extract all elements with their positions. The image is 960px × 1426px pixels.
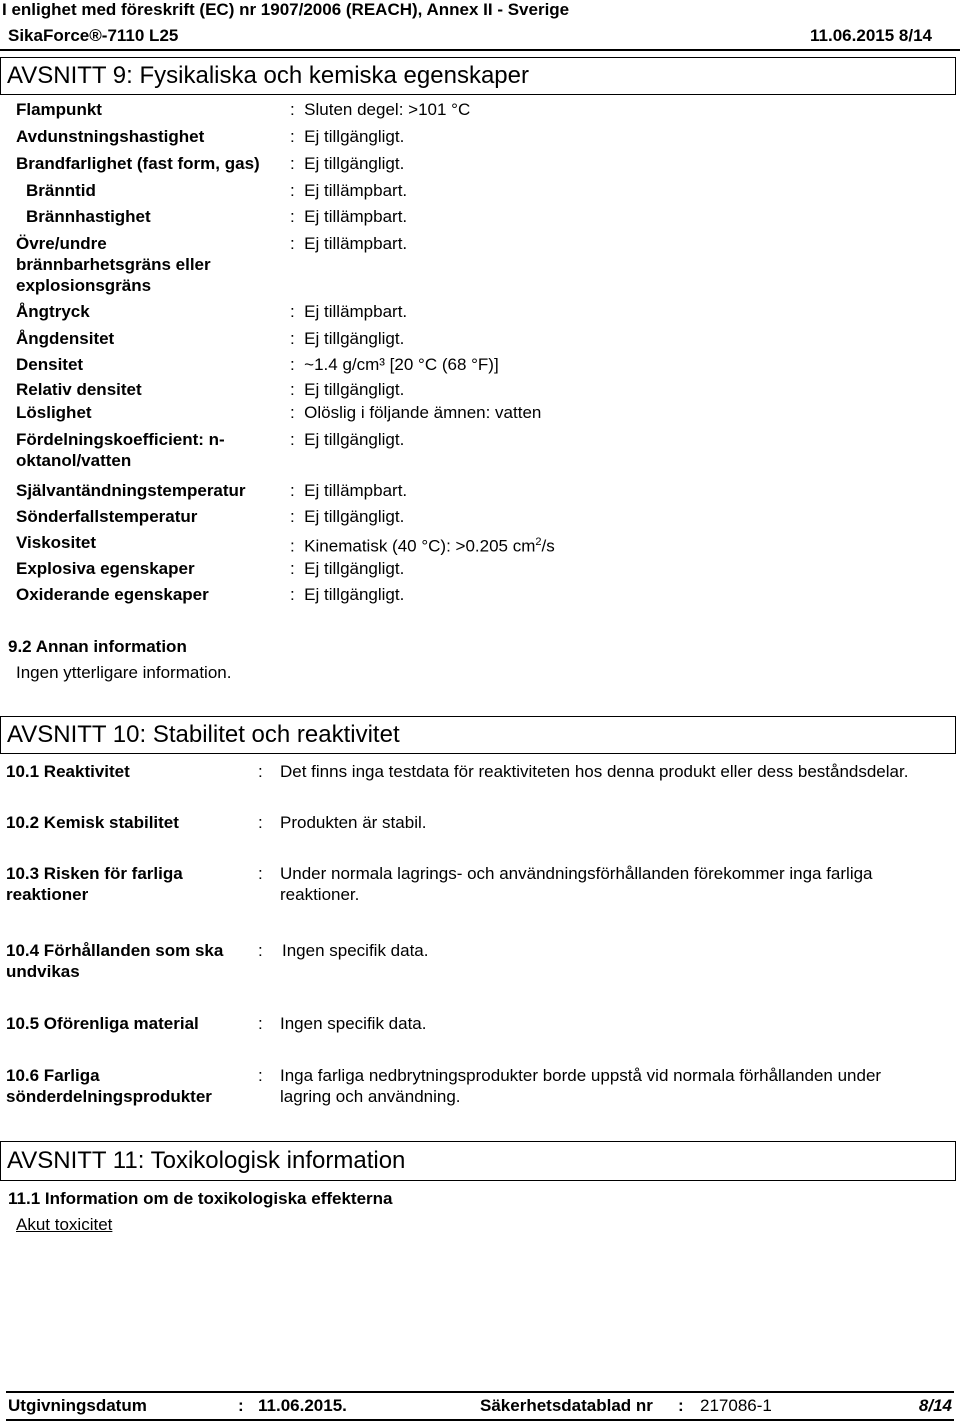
prop-colon: : [258,941,263,960]
prop-value: : Sluten degel: >101 °C [290,100,471,119]
prop-value: : Ej tillgängligt. [290,585,405,604]
prop-label: Ångtryck [16,302,90,321]
prop-label: 10.2 Kemisk stabilitet [6,813,179,832]
prop-label: Flampunkt [16,100,102,119]
prop-value: Ingen specifik data. [280,1014,427,1033]
prop-value: : Ej tillämpbart. [290,302,408,321]
sds-number-colon: : [678,1396,684,1415]
section-9-title: AVSNITT 9: Fysikaliska och kemiska egenskaper [0,57,956,95]
prop-value: : Ej tillämpbart. [290,181,408,200]
product-name: SikaForce®-7110 L25 [8,26,179,45]
prop-value: : Olöslig i följande ämnen: vatten [290,403,542,422]
header-rule [0,49,960,51]
prop-value: Under normala lagrings- och användningsförhållanden förekommer inga farliga reaktioner. [280,864,873,904]
prop-value: Det finns inga testdata för reaktiviteten hos denna produkt eller dess beståndsdelar. [280,762,909,781]
prop-label: Avdunstningshastighet [16,127,205,146]
prop-label: Brandfarlighet (fast form, gas) [16,154,260,173]
prop-label: Explosiva egenskaper [16,559,195,578]
regulation-header: I enlighet med föreskrift (EC) nr 1907/2006 (REACH), Annex II - Sverige [2,0,570,19]
prop-value: : Ej tillgängligt. [290,430,405,449]
prop-colon: : [258,762,263,781]
prop-colon: : [258,1014,263,1033]
section-11-title: AVSNITT 11: Toxikologisk information [0,1141,956,1181]
sds-number-label: Säkerhetsdatablad nr [480,1396,653,1415]
prop-label: Brännhastighet [26,207,151,226]
prop-value: : Ej tillämpbart. [290,207,408,226]
prop-colon: : [258,864,263,883]
prop-label: 10.1 Reaktivitet [6,762,130,781]
prop-value: Produkten är stabil. [280,813,427,832]
prop-label: 10.3 Risken för farliga reaktioner [6,864,183,904]
prop-label: Viskositet [16,533,97,552]
issue-date-colon: : [238,1396,244,1415]
prop-label: 10.4 Förhållanden som ska undvikas [6,941,224,981]
prop-label: Löslighet [16,403,92,422]
prop-value: Inga farliga nedbrytningsprodukter borde uppstå vid normala förhållanden under lagring och användning. [280,1066,882,1106]
prop-colon: : [258,813,263,832]
prop-value: : Ej tillgängligt. [290,127,405,146]
prop-value: : Ej tillgängligt. [290,559,405,578]
prop-label: Fördelningskoefficient: n-oktanol/vatten [16,430,225,470]
other-info-text: Ingen ytterligare information. [16,663,232,682]
prop-value: Ingen specifik data. [282,941,429,960]
sds-number-value: 217086-1 [700,1396,772,1415]
prop-label: Relativ densitet [16,380,142,399]
prop-label: Oxiderande egenskaper [16,585,209,604]
prop-label: Självantändningstemperatur [16,481,246,500]
prop-value: : Ej tillgängligt. [290,380,405,399]
prop-value: : Ej tillgängligt. [290,507,405,526]
prop-label: Bränntid [26,181,96,200]
other-info-heading: 9.2 Annan information [8,637,187,656]
prop-value: : Kinematisk (40 °C): >0.205 $cm^2/s$ [290,536,555,556]
header-date-page: 11.06.2015 8/14 [810,26,932,45]
footer [6,1391,954,1421]
prop-value: : Ej tillgängligt. [290,329,405,348]
prop-value: : ~1.4 g/cm³ [20 °C (68 °F)] [290,355,499,374]
issue-date-value: 11.06.2015. [258,1396,347,1415]
prop-label: 10.5 Oförenliga material [6,1014,199,1033]
prop-label: Övre/undre brännbarhetsgräns eller explosionsgräns [16,234,211,295]
issue-date-label: Utgivningsdatum [8,1396,147,1415]
section-10-title: AVSNITT 10: Stabilitet och reaktivitet [0,716,956,754]
prop-label: Densitet [16,355,84,374]
prop-value: : Ej tillämpbart. [290,481,408,500]
prop-value: : Ej tillämpbart. [290,234,408,253]
prop-label: 10.6 Farliga sönderdelningsprodukter [6,1066,212,1106]
prop-colon: : [258,1066,263,1085]
prop-value: : Ej tillgängligt. [290,154,405,173]
acute-toxicity-link[interactable]: Akut toxicitet [16,1215,113,1234]
section-11-subheading: 11.1 Information om de toxikologiska effekterna [8,1189,393,1208]
prop-label: Sönderfallstemperatur [16,507,198,526]
page-number: 8/14 [918,1396,952,1415]
prop-label: Ångdensitet [16,329,115,348]
